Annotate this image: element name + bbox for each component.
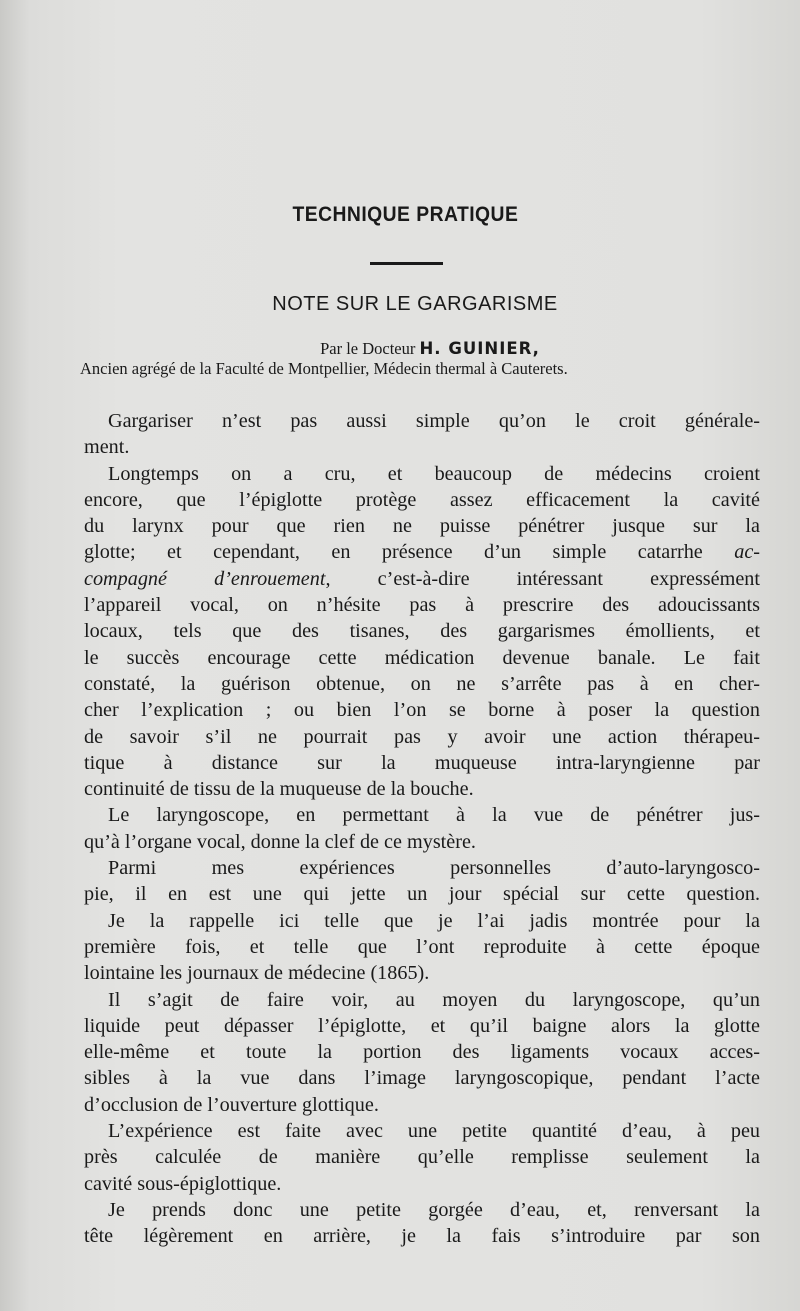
paragraph	[84, 802, 760, 855]
byline	[30, 339, 800, 359]
text-line: le succès encourage cette médication devenue banale. Le fait	[84, 646, 760, 669]
text-line: l’appareil vocal, on n’hésite pas à prescrire des adoucissants	[84, 594, 760, 617]
text-line: cavité sous-épiglottique.	[84, 1172, 282, 1195]
text-line: glotte; et cependant, en présence d’un simple catarrhe ac-	[84, 541, 760, 564]
text-line: lointaine les journaux de médecine (1865).	[84, 962, 430, 985]
text-line: encore, que l’épiglotte protège assez efficacement la cavité	[84, 488, 760, 511]
text-line: première fois, et telle que l’ont reproduite à cette époque	[84, 935, 760, 958]
paragraph	[84, 461, 760, 803]
text-line: Longtemps on a cru, et beaucoup de médecins croient	[108, 462, 760, 485]
text-line: continuité de tissu de la muqueuse de la bouche.	[84, 778, 474, 801]
text-line: qu’à l’organe vocal, donne la clef de ce mystère.	[84, 830, 476, 853]
text-line: Parmi mes expériences personnelles d’auto-laryngosco-	[108, 857, 760, 880]
byline-prefix: Par le Docteur	[320, 339, 416, 358]
article-body	[84, 408, 760, 1250]
paragraph	[84, 408, 760, 461]
text-line: sibles à la vue dans l’image laryngoscopique, pendant l’acte	[84, 1067, 760, 1090]
text-line: Je la rappelle ici telle que je l’ai jadis montrée pour la	[108, 909, 760, 932]
text-line: ment.	[84, 436, 130, 459]
text-line: Il s’agit de faire voir, au moyen du laryngoscope, qu’un	[108, 988, 760, 1011]
paragraph	[84, 1197, 760, 1250]
text-line: près calculée de manière qu’elle remplisse seulement la	[84, 1146, 760, 1169]
text-line: du larynx pour que rien ne puisse pénétrer jusque sur la	[84, 515, 760, 538]
author-name: H. GUINIER,	[419, 339, 540, 358]
text-line: Je prends donc une petite gorgée d’eau, et, renversant la	[108, 1198, 760, 1221]
section-title: TECHNIQUE PRATIQUE	[292, 203, 519, 226]
text-line: tête légèrement en arrière, je la fais s’introduire par son	[84, 1225, 760, 1248]
author-affiliation: Ancien agrégé de la Faculté de Montpellier, Médecin thermal à Cauterets.	[80, 359, 568, 378]
text-line: liquide peut dépasser l’épiglotte, et qu’il baigne alors la glotte	[84, 1014, 760, 1037]
text-line: tique à distance sur la muqueuse intra-laryngienne par	[84, 751, 760, 774]
text-line: pie, il en est une qui jette un jour spécial sur cette question.	[84, 883, 760, 906]
text-line: locaux, tels que des tisanes, des gargarismes émollients, et	[84, 620, 760, 643]
paragraph	[84, 1118, 760, 1197]
text-line: compagné d’enrouement, c’est-à-dire intéressant expressément	[84, 567, 760, 590]
text-line: L’expérience est faite avec une petite quantité d’eau, à peu	[108, 1120, 760, 1143]
text-line: constaté, la guérison obtenue, on ne s’arrête pas à en cher-	[84, 672, 760, 695]
text-line: d’occlusion de l’ouverture glottique.	[84, 1093, 379, 1116]
title-divider	[370, 262, 443, 265]
text-line: elle-même et toute la portion des ligaments vocaux acces-	[84, 1041, 760, 1064]
text-line: Le laryngoscope, en permettant à la vue de pénétrer jus-	[108, 804, 760, 827]
text-line: cher l’explication ; ou bien l’on se borne à poser la question	[84, 699, 760, 722]
paragraph	[84, 987, 760, 1118]
text-line: de savoir s’il ne pourrait pas y avoir une action thérapeu-	[84, 725, 760, 748]
paragraph	[84, 855, 760, 908]
article-title: NOTE SUR LE GARGARISME	[272, 293, 558, 315]
paragraph	[84, 908, 760, 987]
text-line: Gargariser n’est pas aussi simple qu’on le croit générale-	[108, 410, 760, 432]
